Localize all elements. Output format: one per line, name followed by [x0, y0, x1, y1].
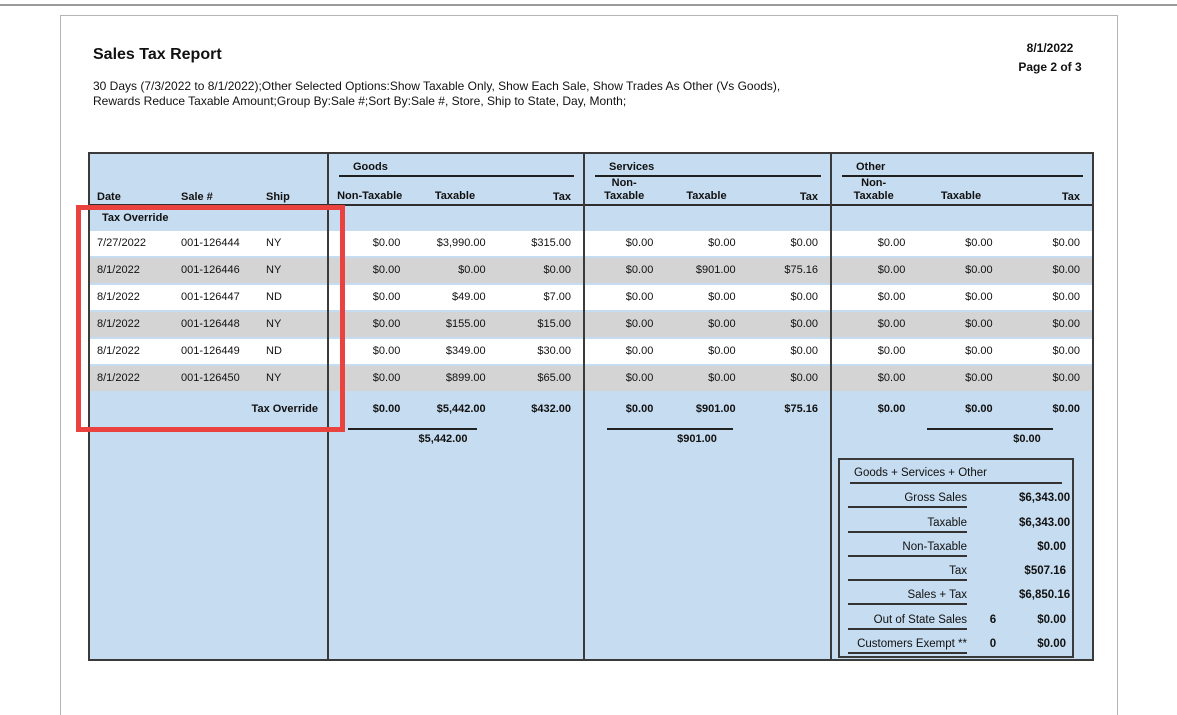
group-label: Tax Override	[102, 212, 169, 224]
amount-cell: $0.00	[877, 291, 906, 303]
ship-state-cell: NY	[266, 264, 282, 276]
amount-cell: $0.00	[1052, 318, 1080, 330]
summary-row	[840, 484, 1072, 508]
summary-label: Non-Taxable	[848, 541, 967, 557]
summary-row	[840, 630, 1072, 654]
date-cell: 8/1/2022	[97, 264, 140, 276]
amount-cell: $0.00	[625, 318, 654, 330]
section-divider	[583, 154, 585, 659]
col-non-taxable: Non-Taxable	[337, 190, 403, 202]
amount-cell: $0.00	[372, 264, 401, 276]
section-label: Other	[842, 160, 1083, 177]
ship-state-cell: ND	[266, 345, 282, 357]
report-date: 8/1/2022	[1026, 41, 1074, 55]
date-cell: 7/27/2022	[97, 237, 146, 249]
amount-cell: $0.00	[708, 372, 736, 384]
amount-cell: $0.00	[1052, 291, 1080, 303]
totals-other-taxable: $0.00	[965, 403, 993, 415]
sale-number-cell: 001-126450	[181, 372, 240, 384]
totals-other-tax: $0.00	[1052, 403, 1080, 415]
amount-cell: $75.16	[784, 264, 818, 276]
amount-cell: $0.00	[877, 372, 906, 384]
summary-count: 0	[989, 637, 997, 650]
amount-cell: $0.00	[708, 291, 736, 303]
amount-cell: $0.00	[790, 318, 818, 330]
col-taxable: Taxable	[686, 190, 727, 202]
col-taxable: Taxable	[940, 190, 982, 202]
table-header	[90, 154, 1092, 206]
amount-cell: $315.00	[531, 237, 571, 249]
amount-cell: $3,990.00	[436, 237, 486, 249]
col-tax: Tax	[1061, 191, 1080, 203]
amount-cell: $0.00	[458, 264, 486, 276]
amount-cell: $155.00	[445, 318, 486, 330]
amount-cell: $0.00	[790, 237, 818, 249]
ship-state-cell: NY	[266, 318, 282, 330]
totals-services-taxable: $901.00	[695, 403, 736, 415]
totals-services-tax: $75.16	[784, 403, 818, 415]
amount-cell: $0.00	[790, 345, 818, 357]
section-services-header	[583, 154, 830, 209]
summary-value: $507.16	[1024, 565, 1066, 578]
summary-box	[838, 458, 1074, 658]
summary-rows	[840, 484, 1072, 656]
left-column-headers	[90, 154, 327, 209]
amount-cell: $65.00	[537, 372, 571, 384]
amount-cell: $0.00	[790, 372, 818, 384]
subtotal-other: $0.00	[1013, 433, 1041, 445]
amount-cell: $0.00	[708, 345, 736, 357]
section-label: Goods	[339, 160, 574, 177]
amount-cell: $0.00	[965, 264, 993, 276]
section-divider	[830, 154, 832, 659]
date-cell: 8/1/2022	[97, 318, 140, 330]
sale-number-cell: 001-126448	[181, 318, 240, 330]
amount-cell: $15.00	[537, 318, 571, 330]
amount-cell: $901.00	[695, 264, 736, 276]
annotation-highlight-box	[76, 205, 345, 432]
summary-row	[840, 605, 1072, 629]
subtotal-rule-services	[607, 428, 733, 430]
amount-cell: $0.00	[625, 372, 654, 384]
summary-row	[840, 557, 1072, 581]
section-label: Services	[595, 160, 821, 177]
section-goods-header	[327, 154, 583, 209]
summary-label: Out of State Sales	[848, 614, 967, 630]
totals-goods-taxable: $5,442.00	[436, 403, 486, 415]
summary-value: $6,850.16	[1019, 589, 1071, 602]
amount-cell: $0.00	[1052, 237, 1080, 249]
amount-cell: $0.00	[790, 291, 818, 303]
report-options: 30 Days (7/3/2022 to 8/1/2022);Other Selected Options:Show Taxable Only, Show Each Sale, Show Trades As Other (Vs Goods), Rewards Reduce Taxable Amount;Group By:Sale #;Sort By:Sale #, Store, Ship to State, Day, Month;	[93, 79, 781, 108]
col-taxable: Taxable	[434, 190, 476, 202]
ship-state-cell: NY	[266, 237, 282, 249]
amount-cell: $899.00	[445, 372, 486, 384]
summary-label: Customers Exempt **	[848, 638, 967, 654]
col-non-taxable: Non-Taxable	[853, 177, 894, 202]
sale-number-cell: 001-126444	[181, 237, 240, 249]
section-other-header	[830, 154, 1092, 209]
subtotal-goods: $5,442.00	[418, 433, 468, 445]
amount-cell: $0.00	[372, 291, 401, 303]
amount-cell: $0.00	[965, 318, 993, 330]
col-non-taxable: Non-Taxable	[604, 177, 645, 202]
col-date: Date	[97, 191, 121, 203]
summary-row	[840, 581, 1072, 605]
sale-number-cell: 001-126447	[181, 291, 240, 303]
date-cell: 8/1/2022	[97, 372, 140, 384]
amount-cell: $0.00	[1052, 345, 1080, 357]
amount-cell: $349.00	[445, 345, 486, 357]
amount-cell: $0.00	[965, 345, 993, 357]
summary-label: Tax	[848, 565, 967, 581]
totals-goods-nontaxable: $0.00	[372, 403, 401, 415]
amount-cell: $0.00	[625, 264, 654, 276]
totals-other-nontaxable: $0.00	[877, 403, 906, 415]
amount-cell: $0.00	[708, 237, 736, 249]
ship-state-cell: ND	[266, 291, 282, 303]
amount-cell: $0.00	[625, 237, 654, 249]
amount-cell: $0.00	[965, 372, 993, 384]
amount-cell: $0.00	[372, 318, 401, 330]
summary-value: $6,343.00	[1019, 492, 1071, 505]
date-cell: 8/1/2022	[97, 345, 140, 357]
col-tax: Tax	[552, 191, 571, 203]
amount-cell: $7.00	[543, 291, 571, 303]
page-number: Page 2 of 3	[1018, 60, 1082, 74]
sale-number-cell: 001-126449	[181, 345, 240, 357]
col-tax: Tax	[799, 191, 818, 203]
amount-cell: $0.00	[543, 264, 571, 276]
amount-cell: $0.00	[877, 345, 906, 357]
page-title: Sales Tax Report	[93, 46, 222, 63]
summary-row	[840, 533, 1072, 557]
summary-row	[840, 508, 1072, 532]
sale-number-cell: 001-126446	[181, 264, 240, 276]
amount-cell: $49.00	[452, 291, 486, 303]
amount-cell: $0.00	[372, 237, 401, 249]
amount-cell: $30.00	[537, 345, 571, 357]
summary-title: Goods + Services + Other	[850, 465, 1062, 484]
top-divider	[0, 4, 1177, 6]
col-sale: Sale #	[181, 191, 213, 203]
summary-label: Taxable	[848, 517, 967, 533]
totals-label: Tax Override	[251, 403, 318, 415]
amount-cell: $0.00	[877, 264, 906, 276]
amount-cell: $0.00	[1052, 372, 1080, 384]
date-cell: 8/1/2022	[97, 291, 140, 303]
totals-goods-tax: $432.00	[531, 403, 571, 415]
summary-value: $0.00	[1037, 637, 1066, 650]
subtotal-rule-other	[927, 428, 1053, 430]
summary-label: Sales + Tax	[848, 589, 967, 605]
summary-value: $0.00	[1037, 613, 1066, 626]
subtotal-services: $901.00	[677, 433, 717, 445]
amount-cell: $0.00	[1052, 264, 1080, 276]
amount-cell: $0.00	[965, 237, 993, 249]
amount-cell: $0.00	[625, 291, 654, 303]
amount-cell: $0.00	[965, 291, 993, 303]
amount-cell: $0.00	[877, 237, 906, 249]
summary-value: $0.00	[1037, 540, 1066, 553]
ship-state-cell: NY	[266, 372, 282, 384]
page-info	[995, 39, 1105, 77]
amount-cell: $0.00	[708, 318, 736, 330]
summary-value: $6,343.00	[1019, 516, 1071, 529]
totals-services-nontaxable: $0.00	[625, 403, 654, 415]
subtotal-rule-goods	[348, 428, 477, 430]
summary-label: Gross Sales	[848, 492, 967, 508]
amount-cell: $0.00	[372, 345, 401, 357]
summary-count: 6	[989, 613, 997, 626]
col-ship: Ship	[266, 191, 290, 203]
amount-cell: $0.00	[625, 345, 654, 357]
amount-cell: $0.00	[372, 372, 401, 384]
amount-cell: $0.00	[877, 318, 906, 330]
